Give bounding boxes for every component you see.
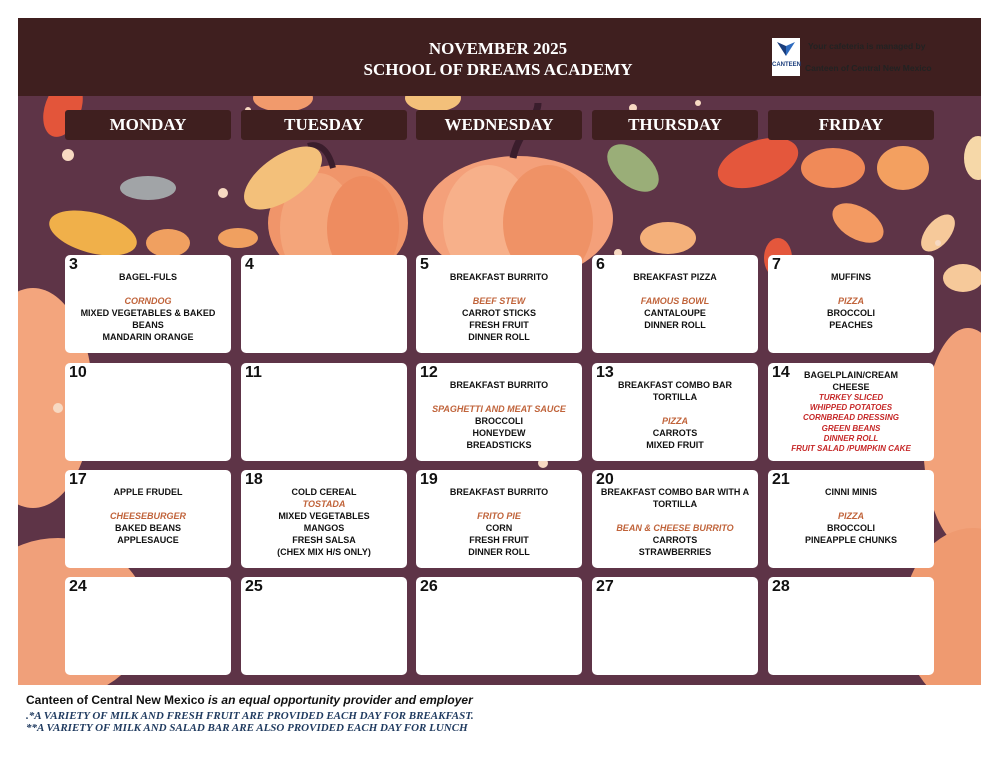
menu-item: CINNI MINIS — [824, 487, 877, 497]
menu-item: MUFFINS — [831, 272, 871, 282]
entree-item: SPAGHETTI AND MEAT SAUCE — [432, 404, 566, 414]
menu-item — [416, 283, 582, 295]
entree-item: PIZZA — [838, 511, 864, 521]
day-number: 3 — [69, 256, 78, 273]
menu-item — [416, 498, 582, 510]
day-cell — [416, 577, 582, 675]
menu-item: MANGOS — [303, 523, 345, 533]
menu-item: BAKED BEANS — [114, 523, 181, 533]
weekday-monday: MONDAY — [65, 110, 231, 140]
weekday-thursday: THURSDAY — [592, 110, 758, 140]
day-number: 17 — [69, 471, 87, 488]
entree-item: FRITO PIE — [477, 511, 521, 521]
day-cell — [65, 255, 231, 353]
menu-item: CARROT STICKS — [462, 308, 536, 318]
menu-items — [768, 271, 934, 331]
day-cell — [416, 255, 582, 353]
day-cell — [241, 255, 407, 353]
menu-item: TORTILLA — [652, 499, 698, 509]
menu-item: CANTALOUPE — [644, 308, 706, 318]
weekday-tuesday: TUESDAY — [241, 110, 407, 140]
menu-item — [65, 498, 231, 510]
menu-items — [768, 369, 934, 454]
day-number: 12 — [420, 364, 438, 381]
day-number: 28 — [772, 578, 790, 595]
menu-item: BREAKFAST COMBO BAR — [618, 380, 732, 390]
menu-item: BROCCOLI — [475, 416, 523, 426]
menu-item: MIXED FRUIT — [646, 440, 704, 450]
menu-items — [65, 271, 231, 343]
menu-item — [416, 391, 582, 403]
menu-items — [416, 271, 582, 343]
calendar-header — [18, 18, 981, 96]
day-number: 5 — [420, 256, 429, 273]
menu-item: PEACHES — [829, 320, 873, 330]
menu-item: BREADSTICKS — [466, 440, 532, 450]
menu-item — [592, 510, 758, 522]
canteen-logo — [772, 38, 800, 76]
month-title: NOVEMBER 2025 — [428, 39, 568, 58]
weekday-friday: FRIDAY — [768, 110, 934, 140]
day-number: 25 — [245, 578, 263, 595]
menu-item: BREAKFAST BURRITO — [449, 380, 549, 390]
lunch-note: **A VARIETY OF MILK AND SALAD BAR ARE ALSO PROVIDED EACH DAY FOR LUNCH — [26, 722, 468, 734]
day-number: 18 — [245, 471, 263, 488]
logo-text: CANTEEN — [772, 62, 802, 68]
day-cell — [592, 255, 758, 353]
entree-item: BEAN & CHEESE BURRITO — [616, 523, 734, 533]
day-cell — [592, 577, 758, 675]
day-cell — [241, 363, 407, 461]
menu-item: BREAKFAST BURRITO — [449, 487, 549, 497]
menu-item: BROCCOLI — [827, 308, 875, 318]
holiday-menu-item: TURKEY SLICED — [818, 393, 884, 402]
day-number: 10 — [69, 364, 87, 381]
weekday-wednesday: WEDNESDAY — [416, 110, 582, 140]
company-name: Canteen of Central New Mexico — [805, 63, 932, 73]
entree-item: BEEF STEW — [472, 296, 526, 306]
footer-statement: is an equal opportunity provider and employer — [204, 693, 473, 707]
menu-item: MIXED VEGETABLES — [278, 511, 370, 521]
day-number: 26 — [420, 578, 438, 595]
menu-item — [768, 283, 934, 295]
day-number: 24 — [69, 578, 87, 595]
menu-item — [768, 498, 934, 510]
menu-item: APPLESAUCE — [117, 535, 179, 545]
menu-item: BREAKFAST COMBO BAR WITH A — [600, 487, 750, 497]
menu-item: BAGELPLAIN/CREAM — [804, 370, 898, 380]
day-number: 21 — [772, 471, 790, 488]
day-cell — [241, 577, 407, 675]
day-cell — [65, 363, 231, 461]
menu-items — [592, 271, 758, 331]
breakfast-note: .*A VARIETY OF MILK AND FRESH FRUIT ARE PROVIDED EACH DAY FOR BREAKFAST. — [26, 710, 474, 722]
menu-item: FRESH FRUIT — [469, 535, 529, 545]
entree-item: CHEESEBURGER — [109, 511, 186, 521]
menu-item: BREAKFAST PIZZA — [633, 272, 717, 282]
calendar-frame — [18, 18, 981, 685]
entree-item: PIZZA — [838, 296, 864, 306]
menu-item: PINEAPPLE CHUNKS — [804, 535, 897, 545]
menu-item — [65, 283, 231, 295]
holiday-menu-item: WHIPPED POTATOES — [809, 403, 893, 413]
menu-item — [592, 403, 758, 415]
canteen-logo-icon — [776, 41, 796, 57]
menu-item: APPLE FRUDEL — [113, 487, 183, 497]
day-number: 7 — [772, 256, 781, 273]
day-cell — [768, 577, 934, 675]
day-cell — [592, 363, 758, 461]
day-cell — [592, 470, 758, 568]
menu-item: HONEYDEW — [472, 428, 526, 438]
day-number: 27 — [596, 578, 614, 595]
menu-item: MIXED VEGETABLES & BAKED — [80, 308, 216, 318]
day-number: 19 — [420, 471, 438, 488]
day-number: 6 — [596, 256, 605, 273]
entree-item: PIZZA — [662, 416, 688, 426]
day-cell — [416, 470, 582, 568]
holiday-menu-item: FRUIT SALAD /PUMPKIN CAKE — [791, 444, 911, 454]
menu-items — [416, 486, 582, 558]
menu-item: COLD CEREAL — [291, 487, 357, 497]
menu-item: DINNER ROLL — [468, 332, 530, 342]
menu-item: DINNER ROLL — [644, 320, 706, 330]
entree-item: CORNDOG — [124, 296, 172, 306]
day-number: 14 — [772, 364, 790, 381]
day-number: 13 — [596, 364, 614, 381]
school-name: SCHOOL OF DREAMS ACADEMY — [363, 60, 633, 79]
day-cell — [416, 363, 582, 461]
menu-item: STRAWBERRIES — [638, 547, 712, 557]
menu-item: BAGEL-FULS — [119, 272, 177, 282]
holiday-menu-item: GREEN BEANS — [821, 423, 881, 433]
menu-items — [65, 486, 231, 546]
menu-items — [592, 486, 758, 558]
menu-item: BEANS — [132, 320, 164, 330]
day-cell — [768, 255, 934, 353]
menu-item: (CHEX MIX H/S ONLY) — [277, 547, 371, 557]
day-cell — [768, 363, 934, 461]
holiday-menu-item: CORNBREAD DRESSING — [802, 413, 899, 423]
menu-item: BROCCOLI — [827, 523, 875, 533]
menu-item: FRESH SALSA — [292, 535, 356, 545]
page-title — [298, 38, 698, 80]
day-cell — [65, 470, 231, 568]
menu-item: DINNER ROLL — [468, 547, 530, 557]
menu-item: CARROTS — [652, 535, 698, 545]
menu-item — [592, 283, 758, 295]
menu-item: FRESH FRUIT — [469, 320, 529, 330]
day-cell — [768, 470, 934, 568]
menu-items — [592, 379, 758, 451]
menu-items — [241, 486, 407, 558]
day-number: 11 — [245, 364, 262, 381]
menu-items — [416, 379, 582, 451]
menu-item: CHEESE — [832, 382, 870, 392]
day-number: 4 — [245, 256, 254, 273]
equal-opportunity-statement — [26, 693, 473, 707]
menu-item: CARROTS — [652, 428, 698, 438]
day-cell — [65, 577, 231, 675]
menu-item: MANDARIN ORANGE — [102, 332, 194, 342]
day-cell — [241, 470, 407, 568]
managed-by-text: Your cafeteria is managed by — [808, 41, 926, 51]
footer-company: Canteen of Central New Mexico — [26, 693, 205, 707]
entree-item: TOSTADA — [302, 499, 346, 509]
menu-items — [768, 486, 934, 546]
menu-item: CORN — [485, 523, 513, 533]
holiday-menu-item: DINNER ROLL — [823, 433, 879, 443]
day-number: 20 — [596, 471, 614, 488]
menu-item: BREAKFAST BURRITO — [449, 272, 549, 282]
menu-item: TORTILLA — [652, 392, 698, 402]
entree-item: FAMOUS BOWL — [640, 296, 710, 306]
